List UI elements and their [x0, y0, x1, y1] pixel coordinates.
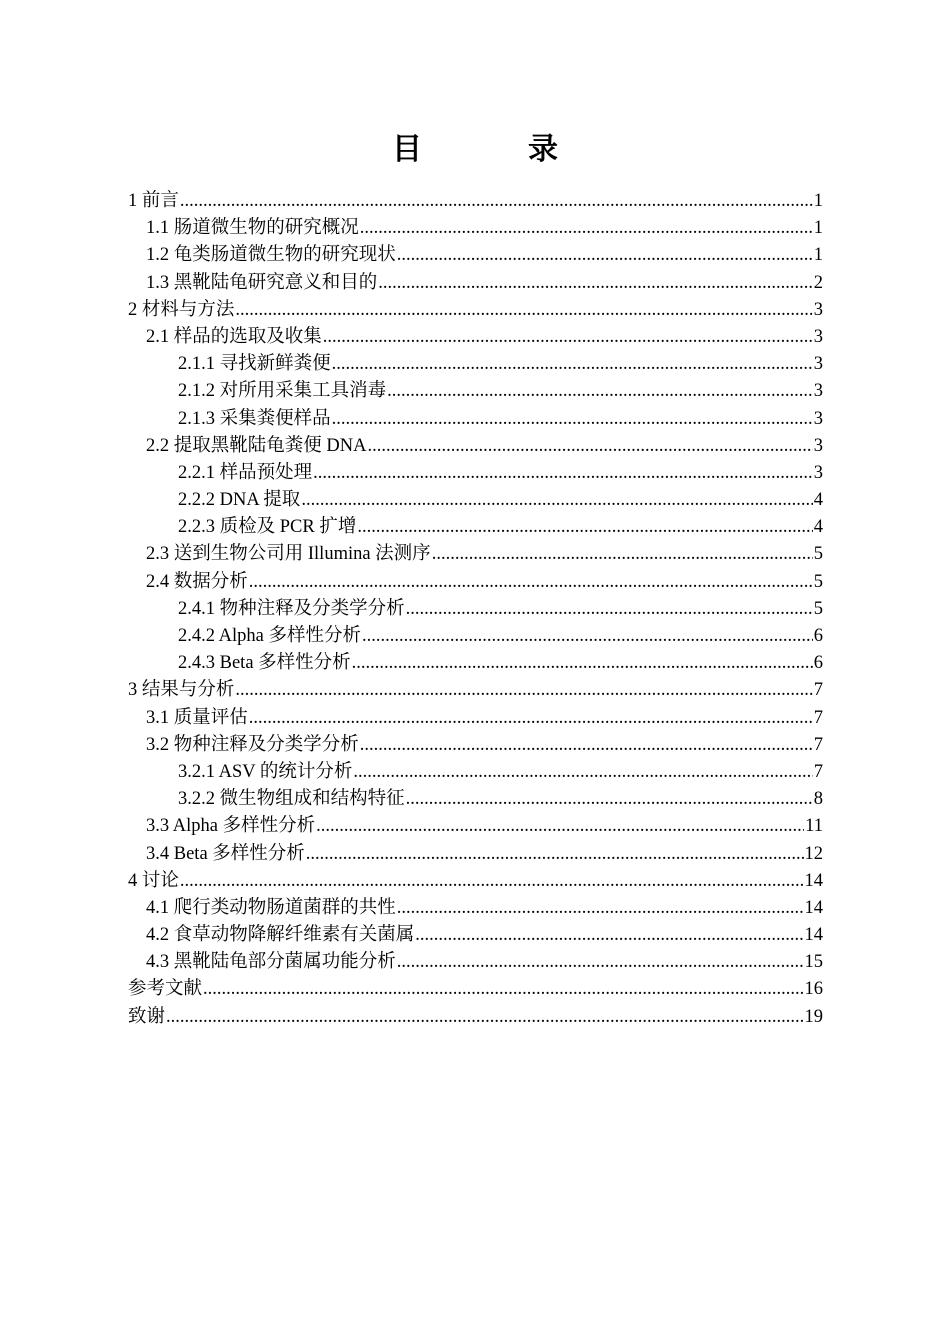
table-of-contents [128, 188, 823, 1031]
toc-page-number: 3 [813, 326, 823, 347]
toc-entry[interactable] [128, 541, 823, 568]
toc-entry-text: 2.1.2 对所用采集工具消毒 [178, 381, 387, 402]
toc-page-number: 3 [813, 462, 823, 483]
toc-entry[interactable] [128, 868, 823, 895]
toc-dot-leader [235, 297, 812, 324]
toc-dot-leader [397, 895, 804, 922]
toc-dot-leader [378, 270, 812, 297]
toc-entry-text: 3.1 质量评估 [146, 707, 248, 728]
toc-page-number: 6 [813, 653, 823, 674]
toc-page-number: 4 [813, 490, 823, 511]
toc-entry[interactable] [128, 922, 823, 949]
toc-dot-leader [367, 433, 812, 460]
toc-dot-leader [316, 813, 804, 840]
toc-page-number: 19 [804, 1006, 823, 1027]
toc-page-number: 14 [804, 925, 823, 946]
toc-entry[interactable] [128, 215, 823, 242]
toc-page-number: 7 [813, 707, 823, 728]
toc-entry-text: 2.2.1 样品预处理 [178, 462, 313, 483]
toc-entry-text: 3 结果与分析 [128, 680, 235, 701]
toc-title: 目 录 [392, 132, 596, 167]
toc-entry[interactable] [128, 949, 823, 976]
toc-entry[interactable] [128, 1004, 823, 1031]
toc-dot-leader [323, 324, 813, 351]
toc-dot-leader [362, 623, 813, 650]
toc-page-number: 16 [804, 979, 823, 1000]
toc-entry[interactable] [128, 732, 823, 759]
toc-dot-leader [432, 541, 813, 568]
toc-dot-leader [360, 732, 813, 759]
toc-entry[interactable] [128, 242, 823, 269]
toc-entry-text: 2.2.2 DNA 提取 [178, 490, 301, 511]
toc-entry[interactable] [128, 514, 823, 541]
toc-dot-leader [313, 460, 813, 487]
toc-page-number: 11 [805, 816, 823, 837]
toc-entry-text: 参考文献 [128, 979, 203, 1000]
toc-entry-text: 1.2 龟类肠道微生物的研究现状 [146, 245, 396, 266]
toc-entry-text: 2.4.2 Alpha 多样性分析 [178, 626, 361, 646]
toc-dot-leader [397, 242, 813, 269]
toc-page-number: 1 [813, 245, 823, 266]
toc-entry[interactable] [128, 650, 823, 677]
toc-entry-text: 2.1.3 采集粪便样品 [178, 408, 331, 429]
toc-page-number: 3 [813, 354, 823, 375]
toc-entry-text: 2.4 数据分析 [146, 571, 248, 592]
toc-entry-text: 3.4 Beta 多样性分析 [146, 843, 305, 864]
toc-page-number: 5 [813, 571, 823, 592]
toc-dot-leader [180, 188, 813, 215]
toc-dot-leader [306, 841, 804, 868]
toc-entry[interactable] [128, 813, 823, 840]
toc-entry[interactable] [128, 677, 823, 704]
toc-dot-leader [360, 215, 813, 242]
toc-page-number: 6 [813, 626, 823, 646]
toc-dot-leader [387, 378, 813, 405]
toc-entry[interactable] [128, 976, 823, 1003]
toc-dot-leader [352, 650, 813, 677]
toc-dot-leader [353, 759, 812, 786]
toc-entry[interactable] [128, 623, 823, 650]
toc-dot-leader [415, 922, 803, 949]
toc-page-number: 15 [804, 952, 823, 973]
toc-entry[interactable] [128, 460, 823, 487]
toc-entry[interactable] [128, 270, 823, 297]
toc-entry-text: 3.2.1 ASV 的统计分析 [178, 761, 353, 782]
toc-page-number: 1 [813, 218, 823, 239]
toc-entry-text: 4.1 爬行类动物肠道菌群的共性 [146, 897, 396, 918]
toc-page-number: 12 [804, 843, 823, 864]
toc-entry-text: 2.1 样品的选取及收集 [146, 326, 322, 347]
toc-entry-text: 1.3 黑靴陆龟研究意义和目的 [146, 272, 378, 293]
toc-entry[interactable] [128, 433, 823, 460]
toc-entry[interactable] [128, 351, 823, 378]
toc-dot-leader [166, 1004, 803, 1031]
toc-dot-leader [406, 596, 813, 623]
toc-entry[interactable] [128, 841, 823, 868]
toc-page-number: 14 [804, 897, 823, 918]
toc-entry[interactable] [128, 786, 823, 813]
toc-entry[interactable] [128, 487, 823, 514]
toc-page-number: 2 [813, 272, 823, 293]
toc-page-number: 3 [813, 299, 823, 320]
toc-entry-text: 3.3 Alpha 多样性分析 [146, 816, 316, 837]
toc-entry-text: 1 前言 [128, 191, 179, 211]
toc-page-number: 1 [813, 191, 823, 211]
toc-dot-leader [332, 351, 813, 378]
toc-dot-leader [249, 569, 813, 596]
toc-entry[interactable] [128, 406, 823, 433]
toc-dot-leader [203, 976, 803, 1003]
toc-entry-text: 2.1.1 寻找新鲜粪便 [178, 354, 331, 375]
toc-entry-text: 2.4.1 物种注释及分类学分析 [178, 598, 405, 619]
toc-page-number: 4 [813, 517, 823, 538]
toc-dot-leader [406, 786, 813, 813]
toc-entry[interactable] [128, 188, 823, 215]
toc-entry-text: 致谢 [128, 1006, 166, 1027]
toc-entry-text: 3.2.2 微生物组成和结构特征 [178, 789, 405, 810]
toc-entry[interactable] [128, 895, 823, 922]
toc-page-number: 14 [804, 870, 823, 891]
toc-entry[interactable] [128, 596, 823, 623]
toc-dot-leader [249, 705, 813, 732]
toc-dot-leader [235, 677, 812, 704]
toc-entry-text: 2.3 送到生物公司用 Illumina 法测序 [146, 544, 431, 565]
toc-dot-leader [397, 949, 804, 976]
toc-entry[interactable] [128, 297, 823, 324]
toc-page-number: 7 [813, 761, 823, 782]
toc-dot-leader [301, 487, 812, 514]
toc-entry-text: 4 讨论 [128, 870, 179, 891]
toc-entry-text: 2 材料与方法 [128, 299, 235, 320]
toc-page-number: 3 [813, 381, 823, 402]
toc-entry[interactable] [128, 324, 823, 351]
toc-entry-text: 4.2 食草动物降解纤维素有关菌属 [146, 925, 415, 946]
toc-entry[interactable] [128, 569, 823, 596]
toc-dot-leader [180, 868, 804, 895]
toc-entry-text: 3.2 物种注释及分类学分析 [146, 734, 359, 755]
toc-dot-leader [357, 514, 812, 541]
toc-entry[interactable] [128, 705, 823, 732]
toc-entry[interactable] [128, 378, 823, 405]
toc-entry-text: 4.3 黑靴陆龟部分菌属功能分析 [146, 952, 396, 973]
toc-dot-leader [332, 406, 813, 433]
toc-page-number: 5 [813, 598, 823, 619]
toc-page-number: 7 [813, 734, 823, 755]
toc-entry-text: 2.2.3 质检及 PCR 扩增 [178, 517, 357, 538]
toc-entry-text: 2.2 提取黑靴陆龟粪便 DNA [146, 435, 367, 456]
toc-page-number: 3 [813, 408, 823, 429]
toc-page-number: 3 [813, 435, 823, 456]
toc-entry-text: 1.1 肠道微生物的研究概况 [146, 218, 359, 239]
toc-entry[interactable] [128, 759, 823, 786]
toc-entry-text: 2.4.3 Beta 多样性分析 [178, 653, 351, 674]
toc-page-number: 7 [813, 680, 823, 701]
toc-page-number: 8 [813, 789, 823, 810]
toc-page-number: 5 [813, 544, 823, 565]
